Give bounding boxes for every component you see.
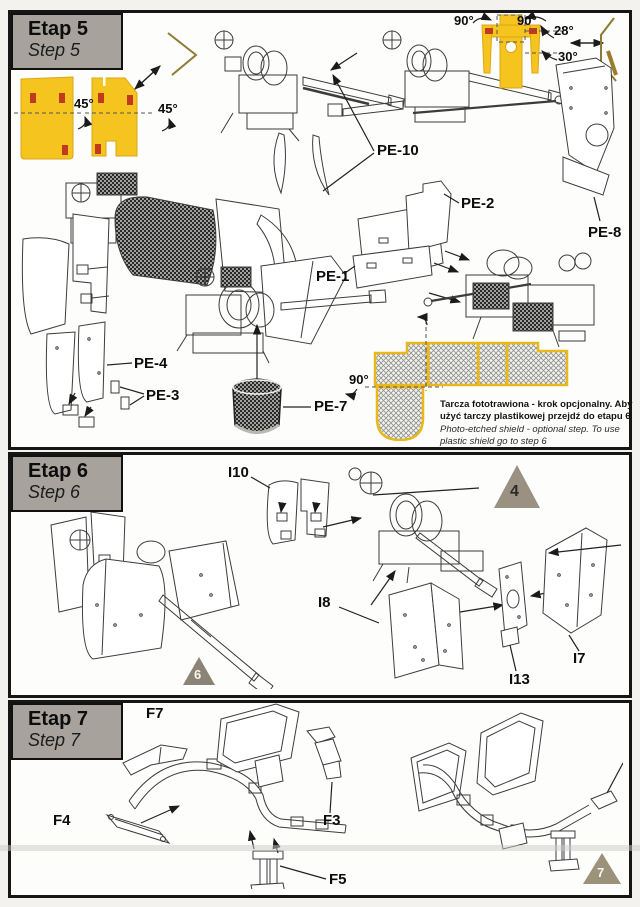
i8-shield (339, 583, 503, 678)
scan-artifact-stripe (0, 845, 640, 851)
step7-title-en: Step 7 (28, 730, 81, 750)
note-english: Photo-etched shield - optional step. To use plastic shield go to step 6 (440, 423, 620, 448)
label-pe8: PE-8 (588, 224, 622, 241)
gun-assembly-1 (215, 31, 404, 195)
label-f5: F5 (329, 871, 347, 888)
step6-title-pl: Etap 6 (28, 460, 89, 482)
label-i8: I8 (318, 594, 331, 611)
angle-28: 28° (554, 23, 574, 38)
step5-header (11, 13, 123, 70)
angle-45-left: 45° (74, 96, 94, 111)
step6-assembled-unit (51, 512, 273, 689)
pe-fold-plates (14, 77, 170, 159)
i7-shield (543, 528, 621, 651)
step6-header (11, 455, 123, 512)
label-pe4: PE-4 (134, 355, 168, 372)
bent-part-chevron (135, 33, 196, 89)
label-i10: I10 (228, 464, 249, 481)
label-pe3: PE-3 (146, 387, 180, 404)
label-pe1: PE-1 (316, 268, 350, 285)
step7-title-pl: Etap 7 (28, 708, 89, 730)
step5-panel (8, 10, 632, 450)
label-i13: I13 (509, 671, 530, 688)
note-polish: Tarcza fototrawiona - krok opcjonalny. Aby użyć tarczy plastikowej przejdź do etapu 6 (440, 399, 633, 423)
optional-step-note (440, 399, 638, 448)
angle-90-b: 90° (517, 13, 537, 28)
step5-diagram (11, 13, 623, 441)
angle-90-fold: 90° (349, 372, 369, 387)
pe7-basket (233, 379, 311, 433)
badge-7-number: 7 (597, 865, 605, 880)
i10-panels (251, 477, 329, 544)
gun-assembly-2 (328, 31, 564, 122)
pe8-panel (556, 58, 614, 221)
pe4-pe3-group (46, 322, 144, 427)
step6-title-en: Step 6 (28, 482, 81, 502)
label-f4: F4 (53, 812, 71, 829)
step7-panel (8, 700, 632, 898)
step6-panel (8, 452, 632, 698)
angle-45-right: 45° (158, 101, 178, 116)
step7-header (11, 703, 123, 760)
gun-assembly-3 (466, 250, 594, 347)
step5-title-pl: Etap 5 (28, 18, 89, 40)
label-pe2: PE-2 (461, 195, 495, 212)
label-pe7: PE-7 (314, 398, 348, 415)
label-f3: F3 (323, 812, 341, 829)
angle-30: 30° (558, 49, 578, 64)
badge-6-number: 6 (194, 667, 202, 682)
triangle4-leader (373, 488, 479, 495)
gun-assembly-hood (22, 173, 298, 334)
label-pe10: PE-10 (377, 142, 419, 159)
label-f7: F7 (146, 705, 164, 722)
badge-triangle-7 (583, 853, 621, 884)
step5-title-en: Step 5 (28, 40, 81, 60)
angle-90-a: 90° (454, 13, 474, 28)
carriage-frame (107, 704, 346, 889)
badge-4-number: 4 (510, 483, 519, 500)
label-i7: I7 (573, 650, 586, 667)
badge-triangle-6 (183, 657, 215, 685)
badge-triangle-4 (494, 465, 540, 508)
